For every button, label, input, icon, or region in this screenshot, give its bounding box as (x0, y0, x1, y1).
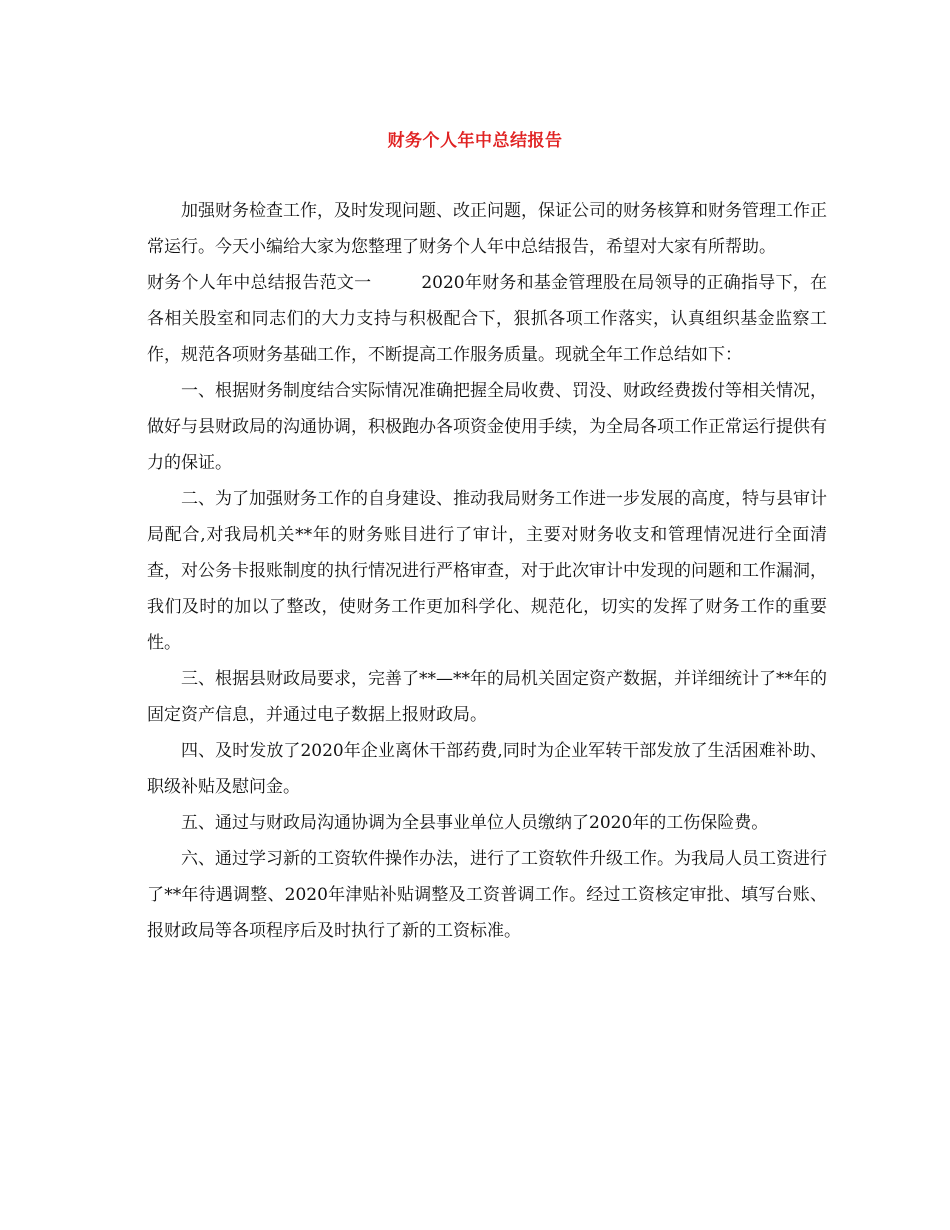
item-paragraph-5: 五、通过与财政局沟通协调为全县事业单位人员缴纳了2020年的工伤保险费。 (181, 813, 769, 833)
section-label: 财务个人年中总结报告范文一 (147, 273, 372, 293)
item-paragraph-4: 四、及时发放了2020年企业离休干部药费,同时为企业军转干部发放了生活困难补助、职级补贴及慰问金。 (147, 741, 827, 797)
intro-paragraph: 加强财务检查工作，及时发现问题、改正问题，保证公司的财务核算和财务管理工作正常运行。今天小编给大家为您整理了财务个人年中总结报告，希望对大家有所帮助。 (147, 201, 827, 257)
item-paragraph-1: 一、根据财务制度结合实际情况准确把握全局收费、罚没、财政经费拨付等相关情况，做好与县财政局的沟通协调，积极跑办各项资金使用手续，为全局各项工作正常运行提供有力的保证。 (147, 381, 827, 473)
document-title: 财务个人年中总结报告 (387, 131, 563, 151)
document-body (147, 193, 827, 949)
section-paragraph (147, 265, 827, 373)
section-text: 2020年财务和基金管理股在局领导的正确指导下，在各相关股室和同志们的大力支持与积极配合下，狠抓各项工作落实，认真组织基金监察工作，规范各项财务基础工作，不断提高工作服务质量。现就全年工作总结如下： (147, 273, 828, 365)
item-paragraph-2: 二、为了加强财务工作的自身建设、推动我局财务工作进一步发展的高度，特与县审计局配合,对我局机关**年的财务账目进行了审计，主要对财务收支和管理情况进行全面清查，对公务卡报账制度的执行情况进行严格审查，对于此次审计中发现的问题和工作漏洞，我们及时的加以了整改，使财务工作更加科学化、规范化，切实的发挥了财务工作的重要性。 (147, 489, 827, 653)
item-paragraph-6: 六、通过学习新的工资软件操作办法，进行了工资软件升级工作。为我局人员工资进行了**年待遇调整、2020年津贴补贴调整及工资普调工作。经过工资核定审批、填写台账、报财政局等各项程序后及时执行了新的工资标准。 (147, 849, 827, 941)
item-paragraph-3: 三、根据县财政局要求，完善了**—**年的局机关固定资产数据，并详细统计了**年的固定资产信息，并通过电子数据上报财政局。 (147, 669, 827, 725)
